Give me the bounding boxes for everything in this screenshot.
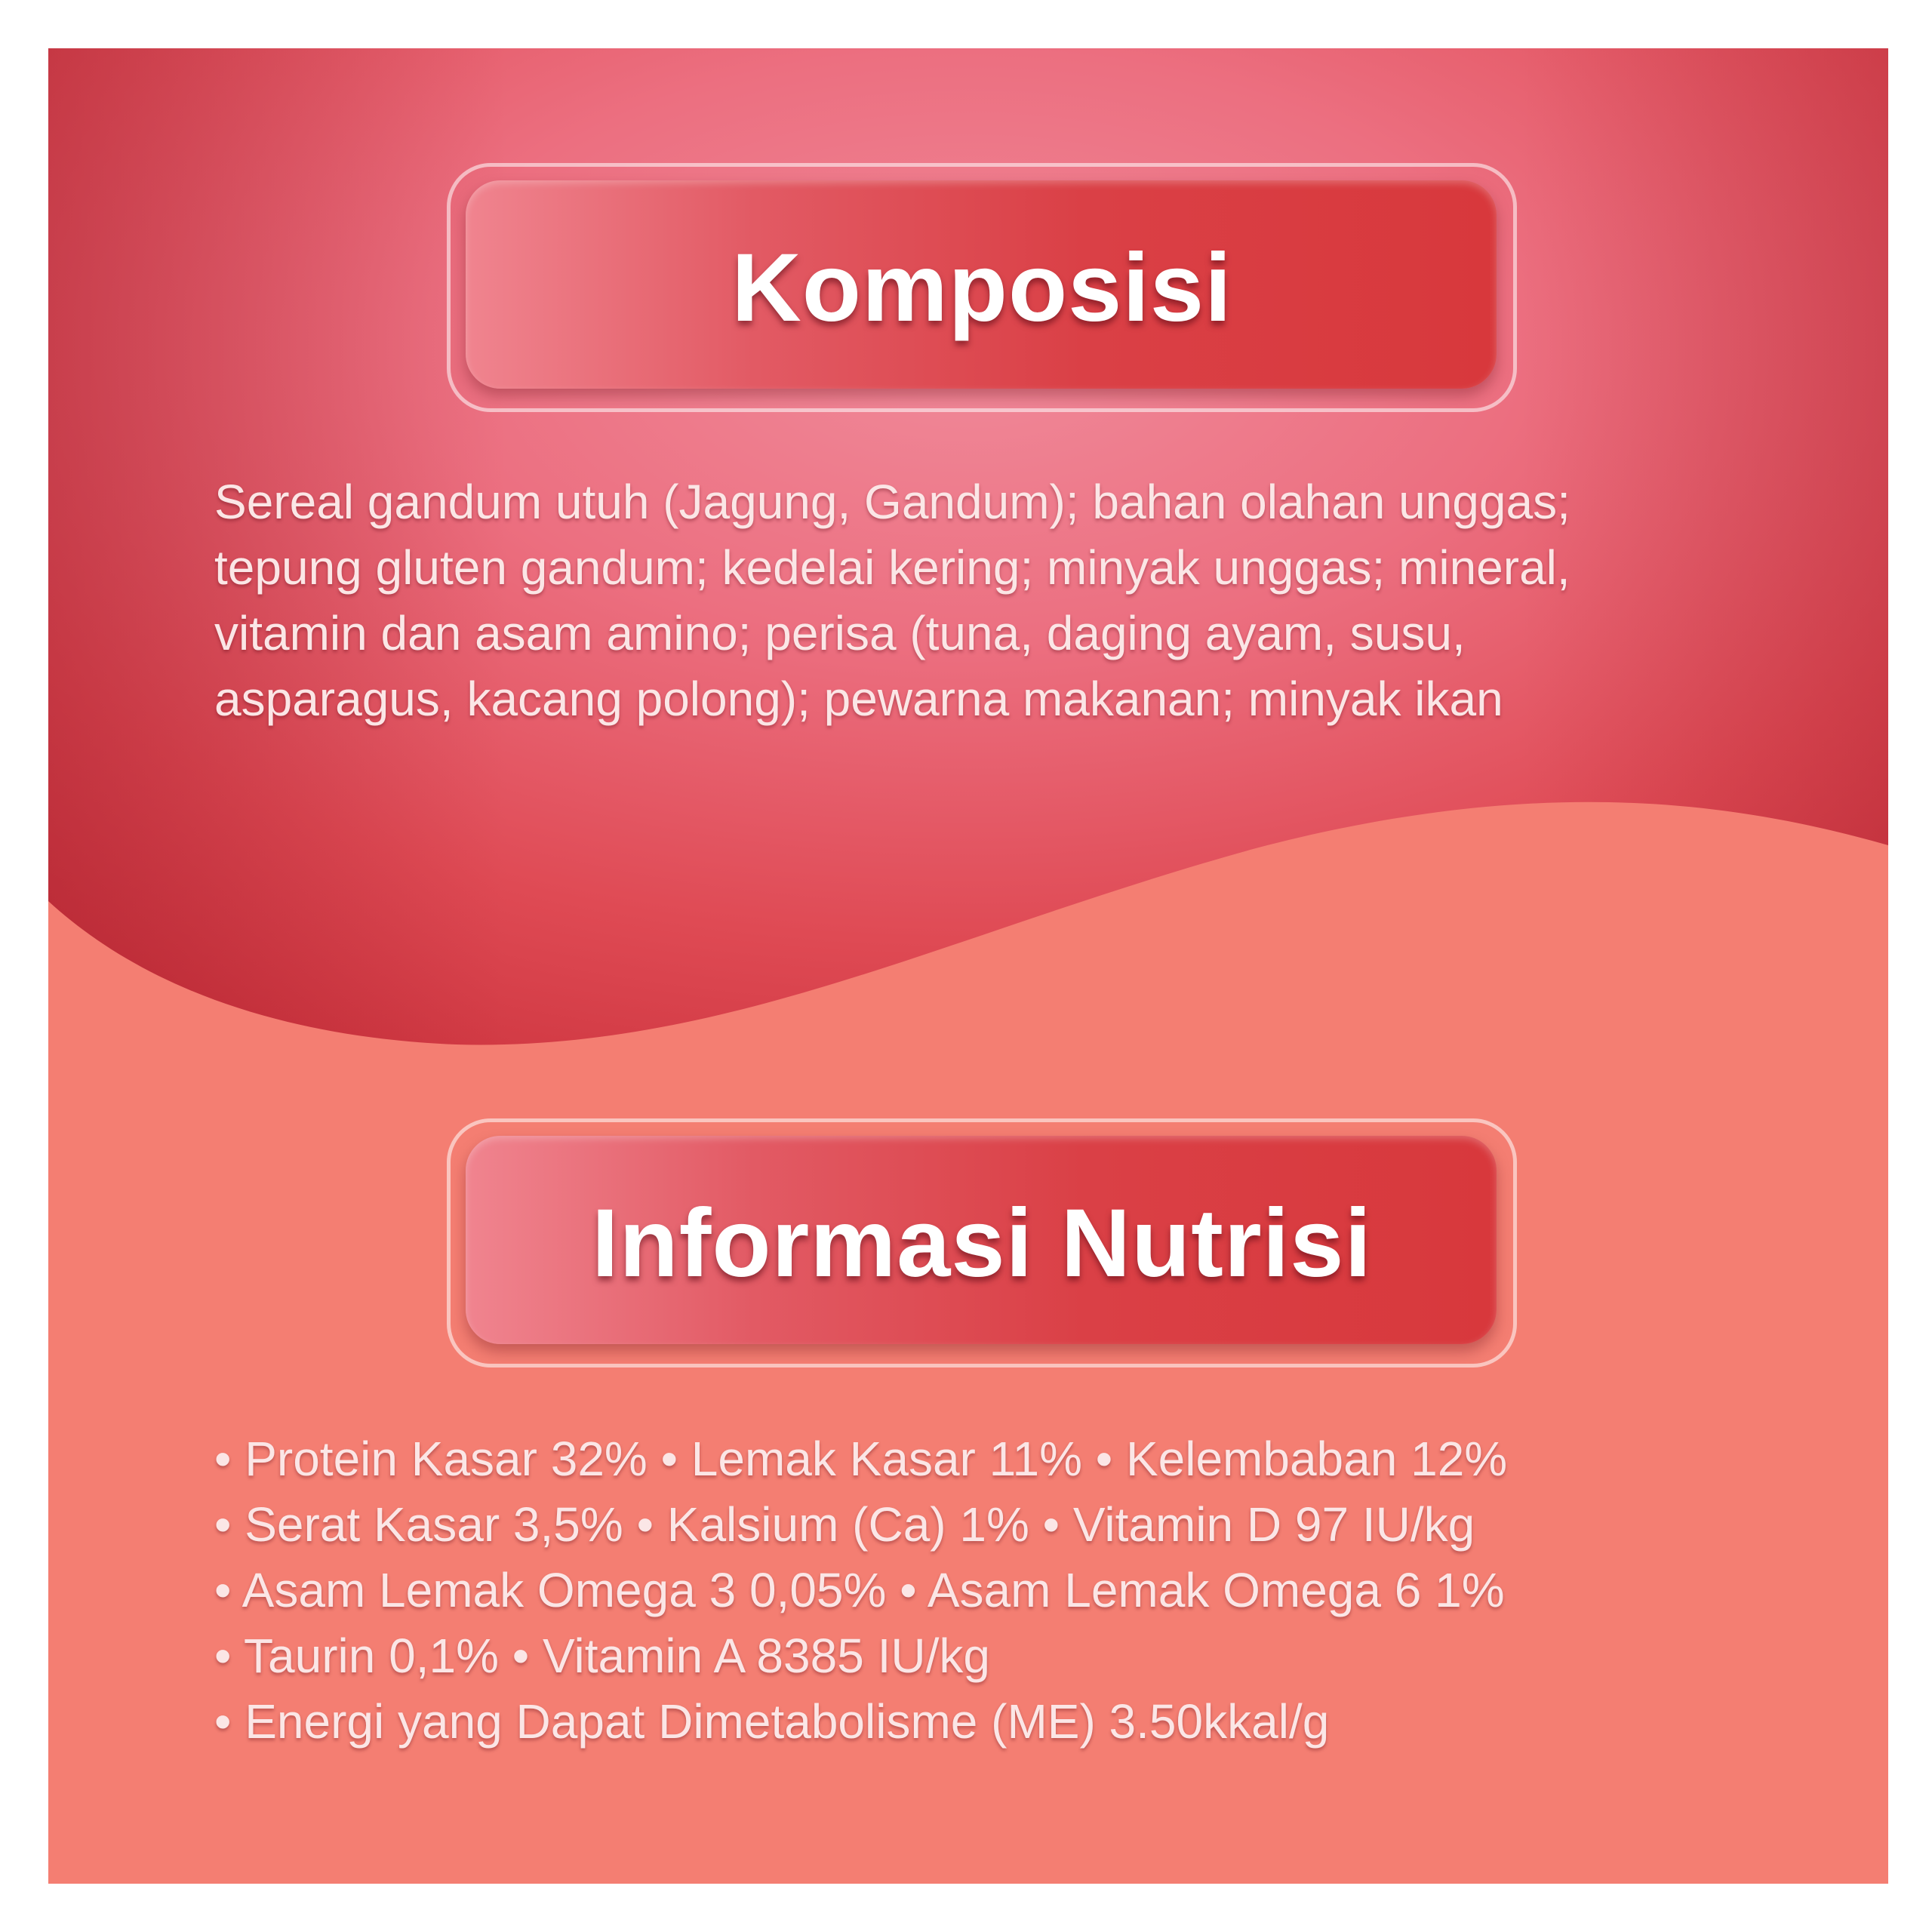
composition-text xyxy=(214,469,1829,732)
background-panel xyxy=(48,48,1888,1884)
nutrition-line: • Energi yang Dapat Dimetabolisme (ME) 3.50kkal/g xyxy=(214,1694,1330,1749)
composition-line: Sereal gandum utuh (Jagung, Gandum); bahan olahan unggas; xyxy=(214,475,1571,529)
composition-line: asparagus, kacang polong); pewarna makanan; minyak ikan xyxy=(214,672,1503,726)
composition-line: tepung gluten gandum; kedelai kering; minyak unggas; mineral, xyxy=(214,540,1571,595)
composition-title: Komposisi xyxy=(731,233,1232,342)
nutrition-line: • Taurin 0,1% • Vitamin A 8385 IU/kg xyxy=(214,1629,990,1683)
nutrition-line: • Serat Kasar 3,5% • Kalsium (Ca) 1% • Vitamin D 97 IU/kg xyxy=(214,1497,1475,1552)
nutrition-line: • Asam Lemak Omega 3 0,05% • Asam Lemak Omega 6 1% xyxy=(214,1563,1505,1617)
nutrition-title: Informasi Nutrisi xyxy=(591,1189,1373,1297)
composition-banner xyxy=(447,163,1517,412)
nutrition-text xyxy=(214,1426,1829,1755)
nutrition-banner xyxy=(447,1118,1517,1367)
nutrition-line: • Protein Kasar 32% • Lemak Kasar 11% • Kelembaban 12% xyxy=(214,1432,1508,1486)
composition-line: vitamin dan asam amino; perisa (tuna, daging ayam, susu, xyxy=(214,606,1466,660)
